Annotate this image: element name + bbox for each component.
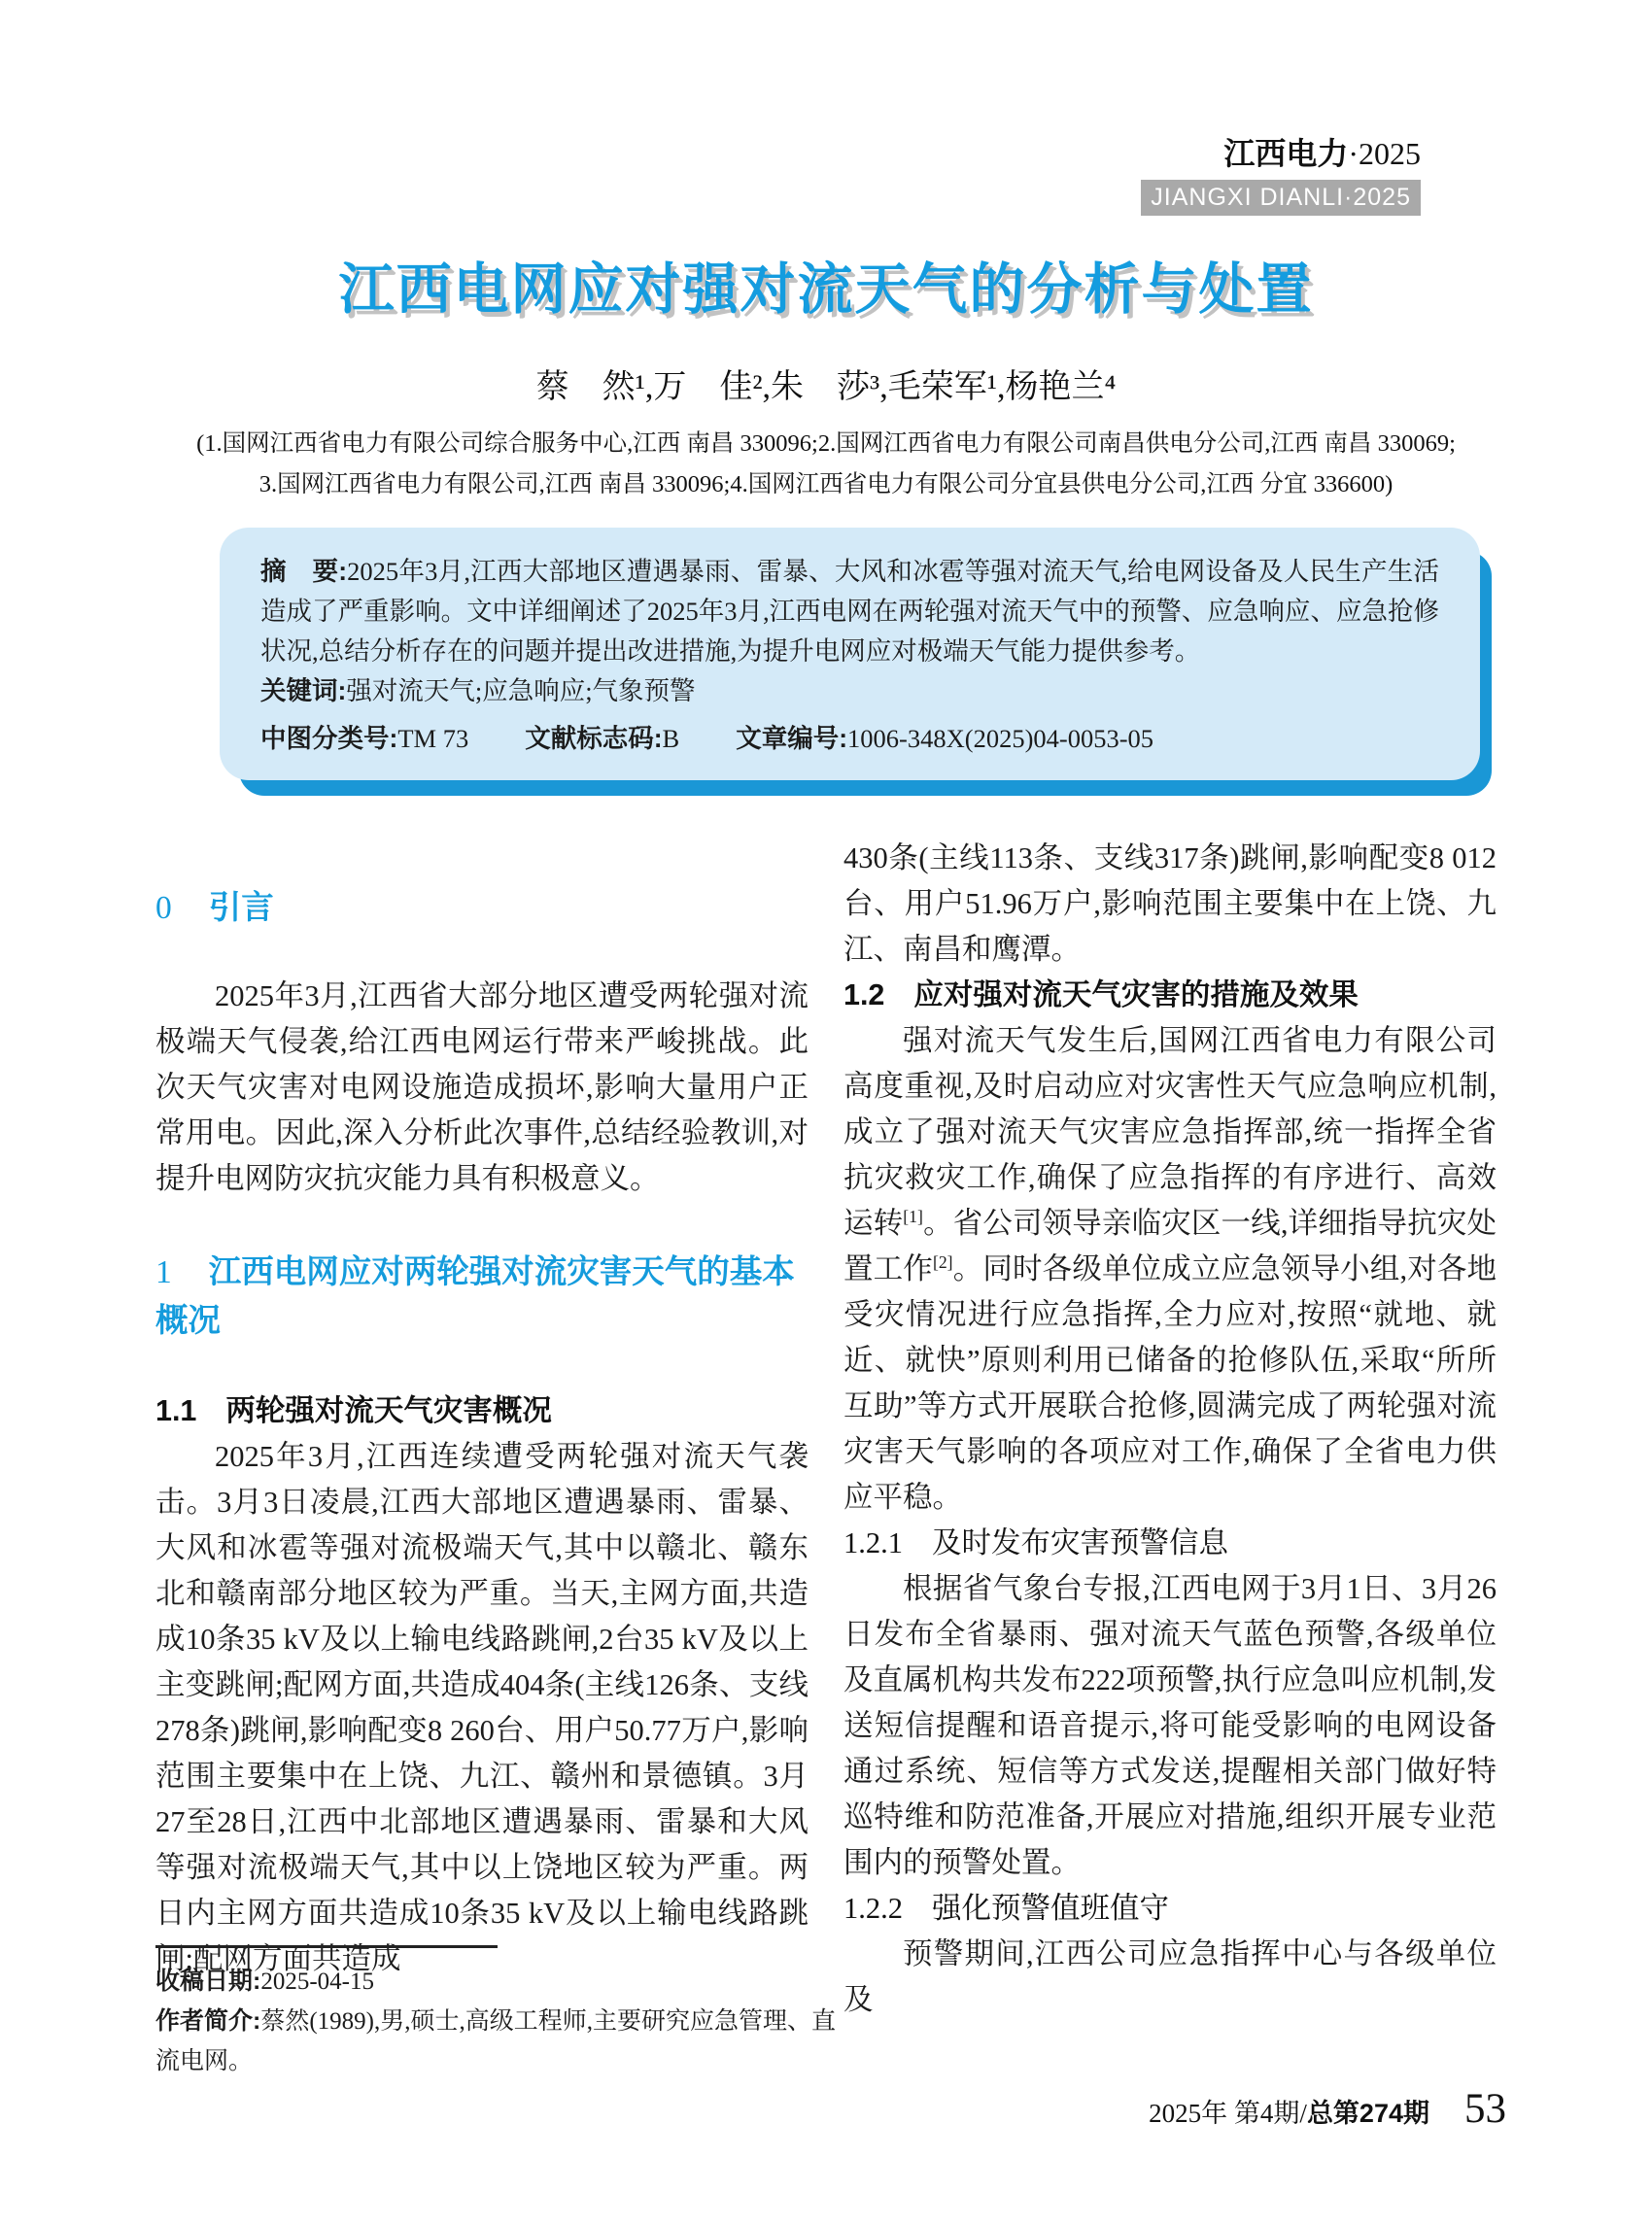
issue-info: 2025年 第4期/ <box>1149 2099 1307 2128</box>
authors-line: 蔡 然¹,万 佳²,朱 莎³,毛荣军¹,杨艳兰⁴ <box>535 369 1117 405</box>
journal-header <box>1141 136 1421 216</box>
abstract-label: 摘 要: <box>260 557 348 586</box>
affiliations <box>0 424 1652 505</box>
abstract-box <box>220 528 1480 780</box>
author-bio-line <box>155 2002 836 2081</box>
keywords-text: 强对流天气;应急响应;气象预警 <box>346 676 696 705</box>
citation-ref: [2] <box>932 1251 953 1272</box>
paragraph: 2025年3月,江西省大部分地区遭受两轮强对流极端天气侵袭,给江西电网运行带来严峻挑战。此次天气灾害对电网设施造成损坏,影响大量用户正常用电。因此,深入分析此次事件,总结经验教训,对提升电网防灾抗灾能力具有积极意义。 <box>155 979 809 1195</box>
page-footer <box>1149 2085 1506 2133</box>
clc-value: TM 73 <box>397 724 469 753</box>
section-number: 1.2 <box>843 978 885 1011</box>
left-column <box>155 884 809 1982</box>
received-date-label: 收稿日期: <box>155 1968 261 1995</box>
article-title: 江西电网应对强对流天气的分析与处置 <box>338 258 1314 321</box>
journal-name-cn-text: 江西电力 <box>1223 136 1349 171</box>
footnote-block <box>155 1945 836 2081</box>
clc-label: 中图分类号: <box>260 724 398 753</box>
journal-name-en-badge: JIANGXI DIANLI·2025 <box>1141 180 1421 216</box>
section-number: 0 <box>155 890 172 926</box>
keywords-line <box>260 671 1439 711</box>
keywords-label: 关键词: <box>260 676 347 705</box>
right-column <box>843 836 1497 2023</box>
doc-code-label: 文献标志码: <box>525 724 663 753</box>
volume-info: 总第274期 <box>1306 2099 1429 2128</box>
clc-group <box>260 724 468 753</box>
affiliation-line-2: 3.国网江西省电力有限公司,江西 南昌 330096;4.国网江西省电力有限公司分宜县供电分公司,江西 分宜 336600) <box>258 471 1394 497</box>
section-number: 1.2.1 <box>843 1526 903 1559</box>
author-bio-value: 蔡然(1989),男,硕士,高级工程师,主要研究应急管理、直流电网。 <box>155 2008 836 2074</box>
paragraph: 预警期间,江西公司应急指挥中心与各级单位及 <box>843 1937 1497 2016</box>
page-number: 53 <box>1464 2086 1506 2132</box>
section-heading-1.2: 1.2 应对强对流天气灾害的措施及效果 <box>843 978 1359 1011</box>
abstract-text: 2025年3月,江西大部地区遭遇暴雨、雷暴、大风和冰雹等强对流天气,给电网设备及人民生产生活造成了严重影响。文中详细阐述了2025年3月,江西电网在两轮强对流天气中的预警、应急响应、应急抢修状况,总结分析存在的问题并提出改进措施,为提升电网应对极端天气能力提供参考。 <box>260 557 1440 666</box>
doc-code-group <box>525 724 679 753</box>
doc-code-value: B <box>662 724 680 753</box>
section-number: 1 <box>155 1254 172 1290</box>
author-bio-label: 作者简介: <box>155 2007 261 2035</box>
paragraph: 根据省气象台专报,江西电网于3月1日、3月26日发布全省暴雨、强对流天气蓝色预警,各级单位及直属机构共发布222项预警,执行应急叫应机制,发送短信提醒和语音提示,将可能受影响的电网设备通过系统、短信等方式发送,提醒相关部门做好特巡特维和防范准备,开展应对措施,组织开展专业范围内的预警处置。 <box>843 1572 1497 1879</box>
article-id-group <box>736 724 1153 753</box>
section-heading-1.1: 1.1 两轮强对流天气灾害概况 <box>155 1394 552 1427</box>
footnote-rule <box>155 1945 498 1948</box>
received-date-line <box>155 1962 836 2002</box>
paragraph: 强对流天气发生后,国网江西省电力有限公司高度重视,及时启动应对灾害性天气应急响应机制,成立了强对流天气灾害应急指挥部,统一指挥全省抗灾救灾工作,确保了应急指挥的有序进行、高效运转[1]。省公司领导亲临灾区一线,详细指导抗灾处置工作[2]。同时各级单位成立应急领导小组,对各地受灾情况进行应急指挥,全力应对,按照“就地、就近、就快”原则利用已储备的抢修队伍,采取“所所互助”等方式开展联合抢修,圆满完成了两轮强对流灾害天气影响的各项应对工作,确保了全省电力供应平稳。 <box>843 1024 1497 1514</box>
abstract-paragraph <box>260 552 1439 671</box>
paragraph: 430条(主线113条、支线317条)跳闸,影响配变8 012台、用户51.96万户,影响范围主要集中在上饶、九江、南昌和鹰潭。 <box>843 841 1497 966</box>
article-meta-line <box>260 719 1439 759</box>
journal-name-cn <box>1141 136 1421 171</box>
section-heading-1.2.1: 1.2.1 及时发布灾害预警信息 <box>843 1526 1228 1559</box>
section-heading-0: 0 引言 <box>155 890 274 926</box>
received-date-value: 2025-04-15 <box>260 1969 374 1995</box>
section-heading-1: 1 江西电网应对两轮强对流灾害天气的基本概况 <box>155 1254 795 1339</box>
section-number: 1.1 <box>155 1394 197 1427</box>
article-id-label: 文章编号: <box>736 724 848 753</box>
citation-ref: [1] <box>903 1206 923 1226</box>
affiliation-line-1: (1.国网江西省电力有限公司综合服务中心,江西 南昌 330096;2.国网江西省电力有限公司南昌供电分公司,江西 南昌 330069; <box>196 430 1456 457</box>
section-number: 1.2.2 <box>843 1892 903 1925</box>
section-heading-1.2.2: 1.2.2 强化预警值班值守 <box>843 1892 1169 1925</box>
journal-year: ·2025 <box>1348 136 1421 171</box>
article-id-value: 1006-348X(2025)04-0053-05 <box>847 724 1154 753</box>
paragraph: 2025年3月,江西连续遭受两轮强对流天气袭击。3月3日凌晨,江西大部地区遭遇暴雨、雷暴、大风和冰雹等强对流极端天气,其中以赣北、赣东北和赣南部分地区较为严重。当天,主网方面,共造成10条35 kV及以上输电线路跳闸,2台35 kV及以上主变跳闸;配网方面,共造成404条(主线126条、支线278条)跳闸,影响配变8 260台、用户50.77万户,影响范围主要集中在上饶、九江、赣州和景德镇。3月27至28日,江西中北部地区遭遇暴雨、雷暴和大风等强对流极端天气,其中以上饶地区较为严重。两日内主网方面共造成10条35 kV及以上输电线路跳闸;配网方面共造成 <box>155 1440 809 1975</box>
